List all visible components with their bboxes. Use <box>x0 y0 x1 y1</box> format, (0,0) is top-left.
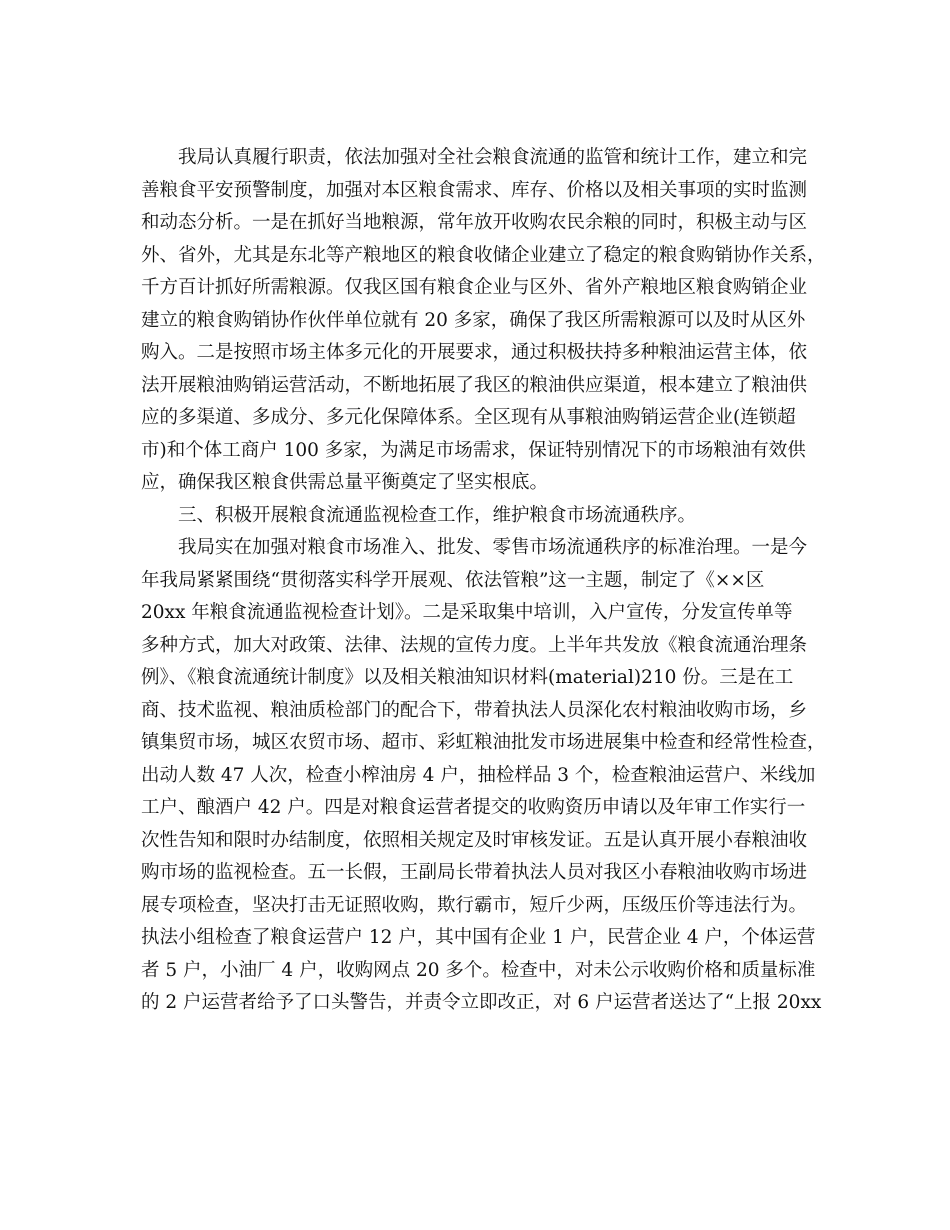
section-heading: 三、积极开展粮食流通监视检查工作，维护粮食市场流通秩序。 <box>178 504 697 526</box>
paragraph-line: 工户、酿酒户 42 户。四是对粮食运营者提交的收购资历申请以及年审工作实行一 <box>141 797 806 818</box>
paragraph-line: 应，确保我区粮食供需总量平衡奠定了坚实根底。 <box>141 472 549 493</box>
paragraph-line: 展专项检查，坚决打击无证照收购，欺行霸市，短斤少两，压级压价等违法行为。 <box>141 894 808 916</box>
paragraph-line: 执法小组检查了粮食运营户 12 户，其中国有企业 1 户，民营企业 4 户，个体运营 <box>141 927 816 948</box>
paragraph-line: 20xx 年粮食流通监视检查计划》。二是采取集中培训，入户宣传，分发宣传单等 <box>141 602 793 623</box>
paragraph-line: 我局实在加强对粮食市场准入、批发、零售市场流通秩序的标准治理。一是今 <box>178 537 808 558</box>
paragraph-line: 出动人数 47 人次，检查小榨油房 4 户，抽检样品 3 个，检查粮油运营户、米线加 <box>141 764 816 786</box>
paragraph-line: 商、技术监视、粮油质检部门的配合下，带着执法人员深化农村粮油收购市场，乡 <box>141 699 808 721</box>
paragraph-line: 购市场的监视检查。五一长假，王副局长带着执法人员对我区小春粮油收购市场进 <box>141 862 808 883</box>
paragraph-line: 应的多渠道、多成分、多元化保障体系。全区现有从事粮油购销运营企业(连锁超 <box>141 407 796 428</box>
paragraph-line: 千方百计抓好所需粮源。仅我区国有粮食企业与区外、省外产粮地区粮食购销企业 <box>141 277 808 298</box>
paragraph-line: 建立的粮食购销协作伙伴单位就有 20 多家，确保了我区所需粮源可以及时从区外 <box>141 309 806 331</box>
paragraph-line: 外、省外，尤其是东北等产粮地区的粮食收储企业建立了稳定的粮食购销协作关系， <box>141 244 826 266</box>
paragraph-line: 者 5 户，小油厂 4 户，收购网点 20 多个。检查中，对未公示收购价格和质量标准 <box>141 959 816 981</box>
paragraph-line: 市)和个体工商户 100 多家，为满足市场需求，保证特别情况下的市场粮油有效供 <box>141 439 806 461</box>
paragraph-line: 次性告知和限时办结制度，依照相关规定及时审核发证。五是认真开展小春粮油收 <box>141 829 808 851</box>
paragraph-line: 法开展粮油购销运营活动，不断地拓展了我区的粮油供应渠道，根本建立了粮油供 <box>141 374 808 396</box>
document-body <box>141 142 826 1020</box>
paragraph-line: 购入。二是按照市场主体多元化的开展要求，通过积极扶持多种粮油运营主体，依 <box>141 342 808 363</box>
paragraph-line: 例》、《粮食流通统计制度》以及相关粮油知识材料(material)210 份。三是在工 <box>141 667 794 688</box>
paragraph-line: 年我局紧紧围绕“贯彻落实科学开展观、依法管粮”这一主题，制定了《××区 <box>141 569 765 591</box>
paragraph-line: 的 2 户运营者给予了口头警告，并责令立即改正，对 6 户运营者送达了“上报 20xx <box>141 992 822 1013</box>
paragraph-line: 和动态分析。一是在抓好当地粮源，常年放开收购农民余粮的同时，积极主动与区 <box>141 212 808 233</box>
paragraph-line: 镇集贸市场，城区农贸市场、超市、彩虹粮油批发市场进展集中检查和经常性检查， <box>141 732 826 753</box>
paragraph-line: 我局认真履行职责，依法加强对全社会粮食流通的监管和统计工作，建立和完 <box>178 147 808 168</box>
paragraph-line: 善粮食平安预警制度，加强对本区粮食需求、库存、价格以及相关事项的实时监测 <box>141 179 808 201</box>
paragraph-line: 多种方式，加大对政策、法律、法规的宣传力度。上半年共发放《粮食流通治理条 <box>141 634 808 656</box>
